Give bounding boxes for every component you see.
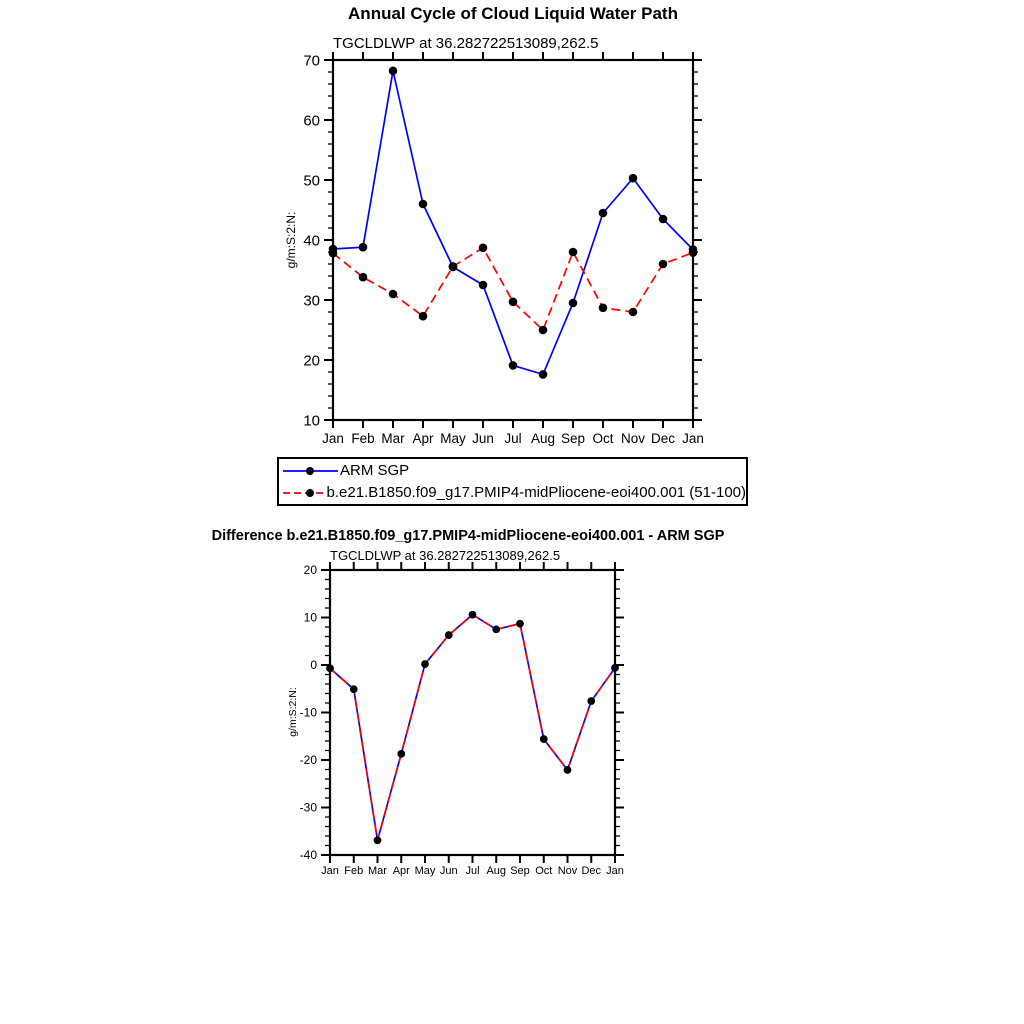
svg-text:20: 20 [303,352,320,370]
svg-text:Jan: Jan [682,431,704,446]
bottom-chart-title: Difference b.e21.B1850.f09_g17.PMIP4-midPliocene-eoi400.001 - ARM SGP [211,528,725,544]
svg-text:Apr: Apr [392,865,410,877]
svg-text:60: 60 [303,112,320,130]
legend-box [277,457,748,506]
svg-text:Nov: Nov [620,431,646,446]
svg-text:Aug: Aug [486,865,507,877]
svg-text:Jan: Jan [321,865,339,877]
svg-text:Jun: Jun [439,865,458,877]
svg-text:30: 30 [303,292,320,310]
svg-text:Dec: Dec [650,431,676,446]
svg-text:0: 0 [310,658,317,673]
svg-text:20: 20 [303,563,317,578]
top-chart-title: Annual Cycle of Cloud Liquid Water Path [348,4,678,23]
svg-text:-10: -10 [299,705,317,720]
svg-text:Sep: Sep [510,865,530,877]
blue-solid-line-swatch [282,465,339,477]
svg-text:10: 10 [303,412,320,430]
svg-text:Mar: Mar [381,431,405,446]
svg-text:Nov: Nov [557,865,578,877]
svg-text:-40: -40 [299,848,317,863]
legend-label-arm-sgp: ARM SGP [340,462,410,479]
legend-entry-model [279,482,746,504]
svg-text:May: May [440,431,466,446]
svg-text:Feb: Feb [351,431,375,446]
svg-text:50: 50 [303,172,320,190]
legend-entry-arm-sgp [279,460,746,482]
svg-text:Oct: Oct [592,431,614,446]
svg-text:10: 10 [303,610,317,625]
svg-text:Oct: Oct [535,865,553,877]
svg-text:Jul: Jul [504,431,522,446]
svg-text:Jan: Jan [606,865,624,877]
svg-text:-20: -20 [299,753,317,768]
svg-text:-30: -30 [299,800,317,815]
svg-text:Jan: Jan [322,431,344,446]
bottom-chart-subtitle: TGCLDLWP at 36.282722513089,262.5 [330,548,561,563]
svg-text:Dec: Dec [581,865,602,877]
red-dashed-line-swatch [282,487,326,499]
svg-text:Aug: Aug [530,431,556,446]
svg-text:Apr: Apr [412,431,434,446]
bottom-chart-y-axis-label: g/m:S:2:N: [287,687,299,737]
legend-label-model: b.e21.B1850.f09_g17.PMIP4-midPliocene-eoi400.001 (51-100) [326,484,746,501]
svg-text:70: 70 [303,52,320,70]
svg-text:40: 40 [303,232,320,250]
top-chart-subtitle: TGCLDLWP at 36.282722513089,262.5 [333,35,599,52]
svg-text:May: May [414,865,436,877]
svg-text:Jul: Jul [465,865,480,877]
top-chart-y-axis-label: g/m:S:2:N: [284,211,298,269]
svg-text:Mar: Mar [368,865,387,877]
svg-text:Sep: Sep [560,431,586,446]
svg-text:Feb: Feb [344,865,364,877]
svg-text:Jun: Jun [472,431,494,446]
